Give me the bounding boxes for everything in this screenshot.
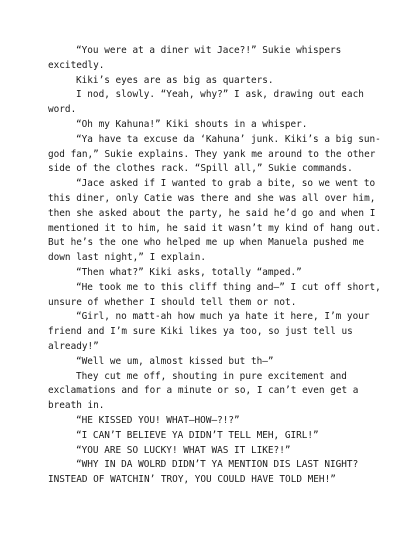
paragraph: “Jace asked if I wanted to grab a bite, so we went to this diner, only Catie was there and she was all over him, then she asked about the party, he said he’d go and when I mentioned it to him, he said it wasn’t my kind of hang out. But he’s the one who helped me up when Manuela pushed me down last night,” I explain. [48, 178, 382, 264]
document-page [48, 44, 386, 488]
paragraph: Kiki’s eyes are as big as quarters. [76, 74, 274, 86]
paragraph: I nod, slowly. “Yeah, why?” I ask, drawing out each word. [48, 89, 364, 116]
paragraph: “Well we um, almost kissed but th—” [76, 355, 274, 367]
paragraph: “He took me to this cliff thing and—” I cut off short, unsure of whether I should tell them or not. [48, 281, 381, 308]
paragraph: “YOU ARE SO LUCKY! WHAT WAS IT LIKE?!” [76, 444, 291, 456]
paragraph: “Girl, no matt-ah how much ya hate it here, I’m your friend and I’m sure Kiki likes ya too, so just tell us already!” [48, 311, 370, 352]
paragraph: “HE KISSED YOU! WHAT—HOW—?!?” [76, 414, 240, 426]
paragraph: “Oh my Kahuna!” Kiki shouts in a whisper. [76, 118, 308, 130]
paragraph: “Then what?” Kiki asks, totally “amped.” [76, 266, 302, 278]
paragraph: “You were at a diner wit Jace?!” Sukie whispers excitedly. [48, 45, 342, 71]
paragraph: “WHY IN DA WOLRD DIDN’T YA MENTION DIS LAST NIGHT? INSTEAD OF WATCHIN’ TROY, YOU COULD HAVE TOLD MEH!” [48, 459, 359, 486]
paragraph: They cut me off, shouting in pure excitement and exclamations and for a minute or so, I can’t even get a breath in. [48, 370, 359, 412]
paragraph: “Ya have ta excuse da ‘Kahuna’ junk. Kiki’s a big sun-god fan,” Sukie explains. They yank me around to the other side of the clothes rack. “Spill all,” Sukie commands. [48, 133, 381, 175]
paragraph: “I CAN’T BELIEVE YA DIDN’T TELL MEH, GIRL!” [76, 429, 319, 441]
